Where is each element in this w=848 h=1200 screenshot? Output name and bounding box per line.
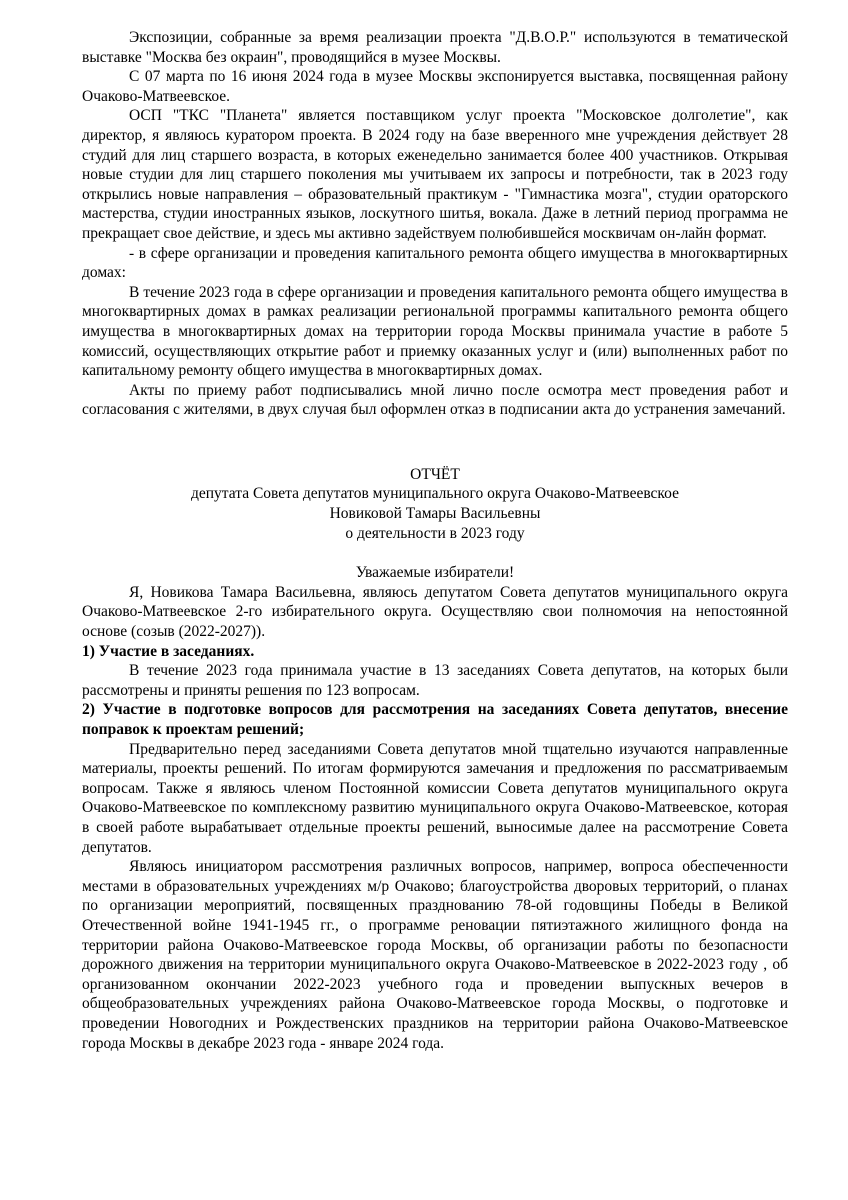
report-subtitle-deputy: депутата Совета депутатов муниципального округа Очаково-Матвеевское	[190, 485, 679, 503]
paragraph-repair: В течение 2023 года в сфере организации и проведения капитального ремонта общего имущества в многоквартирных домах в рамках реализации региональной программы капитального ремонта общего имущества в многоквартирных домах на территории города Москвы принимала участие в работе 5 комиссий, осуществляющих открытие работ и приемку оказанных услуг и (или) выполненных работ по капитальному ремонту общего имущества в многоквартирных домах.	[82, 283, 788, 380]
greeting: Уважаемые избиратели!	[355, 564, 515, 582]
paragraph-intro: Я, Новикова Тамара Васильевна, являюсь депутатом Совета депутатов муниципального округа Очаково-Матвеевское 2-го избирательного округа. Осуществляю свои полномочия на непостоянной основе (созыв (2022-2027)).	[82, 583, 788, 641]
report-subtitle-name: Новиковой Тамары Васильевны	[329, 505, 541, 523]
report-title: ОТЧЁТ	[410, 465, 460, 483]
paragraph-repair-heading: - в сфере организации и проведения капитального ремонта общего имущества в многоквартирных домах:	[82, 244, 788, 282]
paragraph-acts: Акты по приему работ подписывались мной лично после осмотра мест проведения работ и согласования с жителями, в двух случая был оформлен отказ в подписании акта до устранения замечаний.	[82, 381, 788, 419]
paragraph-initiatives: Являюсь инициатором рассмотрения различных вопросов, например, вопроса обеспеченности местами в образовательных учреждениях м/р Очаково; благоустройства дворовых территорий, о планах по организации мероприятий, посвященных празднованию 78-ой годовщины Победы в Великой Отечественной войне 1941-1945 гг., о программе реновации пятиэтажного жилищного фонда на территории района Очаково-Матвеевское города Москвы, об организации работы по безопасности дорожного движения на территории муниципального округа Очаково-Матвеевское в 2022-2023 году , об организованном окончании 2022-2023 учебного года и проведении выпускных вечеров в общеобразовательных учреждениях района Очаково-Матвеевское города Москвы, о подготовке и проведении Новогодних и Рождественских праздников на территории района Очаково-Матвеевское города Москвы в декабре 2023 года - январе 2024 года.	[82, 858, 788, 1052]
paragraph-preparation: Предварительно перед заседаниями Совета депутатов мной тщательно изучаются направленные материалы, проекты решений. По итогам формируются замечания и предложения по рассматриваемым вопросам. Также я являюсь членом Постоянной комиссии Совета депутатов муниципального округа Очаково-Матвеевское по комплексному развитию муниципального округа Очаково-Матвеевское, которая в своей работе вырабатывает отдельные проекты решений, выносимые далее на рассмотрение Совета депутатов.	[82, 740, 788, 856]
report-subtitle-year: о деятельности в 2023 году	[345, 524, 525, 542]
section-spacer	[82, 543, 788, 563]
paragraph-meetings: В течение 2023 года принимала участие в 13 заседаниях Совета депутатов, на которых были рассмотрены и приняты решения по 123 вопросам.	[82, 662, 788, 699]
paragraph-longevity: ОСП "ТКС "Планета" является поставщиком услуг проекта "Московское долголетие", как директор, я являюсь куратором проекта. В 2024 году на базе вверенного мне учреждения действует 28 студий для лиц старшего возраста, в которых еженедельно занимается более 400 участников. Открывая новые студии для лиц старшего поколения мы учитываем их запросы и потребности, так в 2023 году открылись новые направления – образовательный практикум - "Гимнастика мозга", студии ораторского мастерства, студии иностранных языков, лоскутного шитья, вокала. Даже в летний период программа не прекращает свое действие, и здесь мы активно задействуем полюбившейся москвичам он-лайн формат.	[82, 107, 788, 242]
paragraph-exposition: Экспозиции, собранные за время реализации проекта "Д.В.О.Р." используются в тематической выставке "Москва без окраин", проводящийся в музее Москвы.	[82, 29, 788, 66]
section-spacer	[82, 420, 788, 465]
document-page	[82, 28, 788, 1053]
heading-meetings: 1) Участие в заседаниях.	[82, 642, 255, 660]
paragraph-exhibition: С 07 марта по 16 июня 2024 года в музее Москвы экспонируется выставка, посвященная району Очаково-Матвеевское.	[82, 68, 788, 105]
heading-preparation: 2) Участие в подготовке вопросов для рассмотрения на заседаниях Совета депутатов, внесение поправок к проектам решений;	[82, 701, 788, 738]
